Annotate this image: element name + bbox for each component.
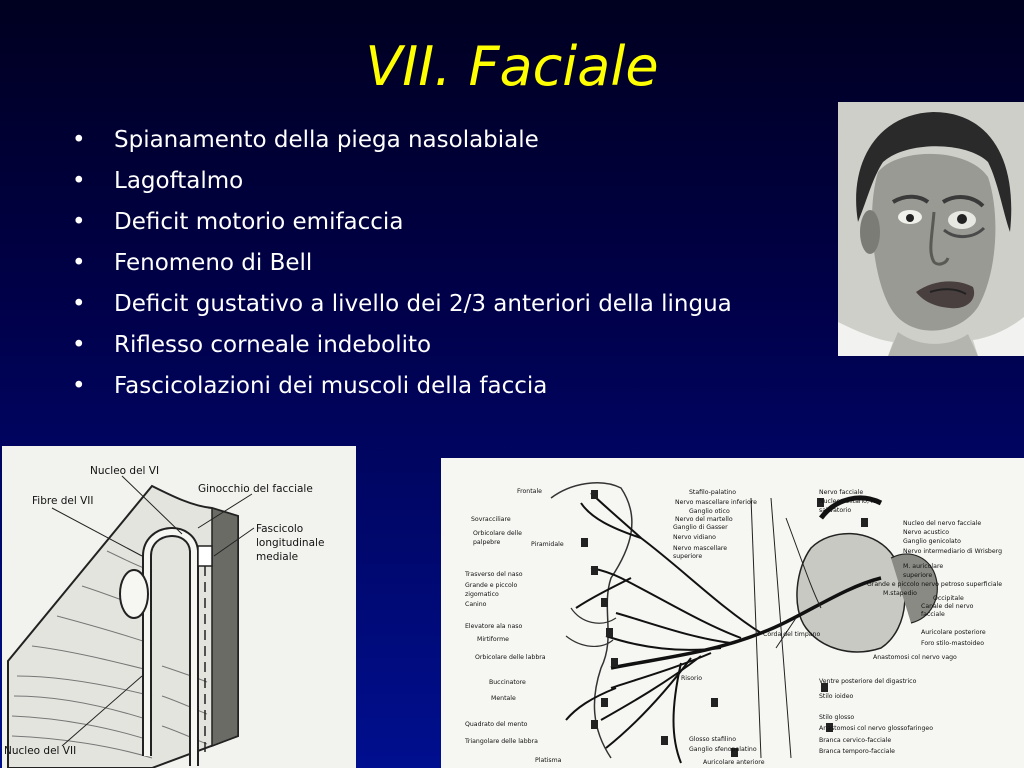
diagram-label: Ventre posteriore del digastrico <box>819 678 917 685</box>
diagram-label: Foro stilo-mastoideo <box>921 640 984 647</box>
list-item <box>72 202 732 243</box>
diagram-label: Orbicolare delle <box>473 530 522 537</box>
list-item-text: Fenomeno di Bell <box>114 250 313 276</box>
diagram-label: Branca temporo-facciale <box>819 748 895 755</box>
diagram-label: Nervo mascellare <box>673 545 728 552</box>
diagram-label: M. auricolare <box>903 563 944 570</box>
list-item-text: Spianamento della piega nasolabiale <box>114 127 539 153</box>
diagram-label: Anastomosi col nervo glossofaringeo <box>819 725 934 732</box>
diagram-label: Auricolare posteriore <box>921 629 986 636</box>
label-fascicolo: Fascicolo <box>256 523 304 535</box>
diagram-label: Ganglio di Gasser <box>673 524 728 531</box>
bullet-icon: • <box>72 168 86 194</box>
diagram-label: Occipitale <box>933 595 964 602</box>
list-item <box>72 366 732 407</box>
diagram-label: Corda del timpano <box>763 631 821 638</box>
diagram-label: superiore <box>903 572 933 579</box>
diagram-label: superiore <box>673 553 703 560</box>
list-item <box>72 161 732 202</box>
label-longitudinale: longitudinale <box>256 537 325 549</box>
diagram-label: Sovracciliare <box>471 516 511 523</box>
diagram-label: Nervo facciale <box>819 489 864 496</box>
diagram-label: Canale del nervo <box>921 603 974 610</box>
slide-title: VII. Faciale <box>365 35 659 98</box>
diagram-label: Nervo vidiano <box>673 534 716 541</box>
diagram-label: Piramidale <box>531 541 564 548</box>
bullet-icon: • <box>72 127 86 153</box>
list-item-text: Fascicolazioni dei muscoli della faccia <box>114 373 548 399</box>
label-mediale: mediale <box>256 551 299 563</box>
list-item-text: Deficit gustativo a livello dei 2/3 anteriori della lingua <box>114 291 732 317</box>
label-fibre-vii: Fibre del VII <box>32 495 94 507</box>
diagram-label: Nervo mascellare inferiore <box>675 499 757 506</box>
list-item <box>72 325 732 366</box>
bullet-icon: • <box>72 332 86 358</box>
bullet-icon: • <box>72 373 86 399</box>
list-item <box>72 284 732 325</box>
brainstem-diagram <box>2 446 356 768</box>
diagram-label: Buccinatore <box>489 679 526 686</box>
diagram-label: Anastomosi col nervo vago <box>873 654 957 661</box>
diagram-label: Platisma <box>535 757 562 764</box>
bullet-icon: • <box>72 291 86 317</box>
list-item <box>72 120 732 161</box>
diagram-label: Nervo del martello <box>675 516 733 523</box>
list-item-text: Lagoftalmo <box>114 168 244 194</box>
diagram-label: Nervo acustico <box>903 529 950 536</box>
diagram-label: Orbicolare delle labbra <box>475 654 546 661</box>
diagram-label: Ganglio sfenopalatino <box>689 746 757 753</box>
diagram-label: zigomatico <box>465 591 499 598</box>
diagram-label: Glosso stafilino <box>689 736 736 743</box>
diagram-label: M.stapedio <box>883 590 917 597</box>
diagram-label: Ganglio otico <box>689 508 730 515</box>
diagram-label: Stafilo-palatino <box>689 489 736 496</box>
diagram-label: Elevatore ala naso <box>465 623 523 630</box>
diagram-label: facciale <box>921 611 945 618</box>
list-item-text: Deficit motorio emifaccia <box>114 209 404 235</box>
label-nucleo-vii: Nucleo del VII <box>4 745 77 757</box>
label-nucleo-vi: Nucleo del VI <box>90 465 160 477</box>
diagram-label: Grande e piccolo nervo petroso superficiale <box>867 581 1003 588</box>
diagram-label: Stilo ioideo <box>819 693 854 700</box>
diagram-label: Branca cervico-facciale <box>819 737 892 744</box>
label-ginocchio: Ginocchio del facciale <box>198 483 313 495</box>
diagram-label: Risorio <box>681 675 703 682</box>
list-item-text: Riflesso corneale indebolito <box>114 332 432 358</box>
diagram-label: Quadrato del mento <box>465 721 528 728</box>
list-item <box>72 243 732 284</box>
diagram-label: Nervo intermediario di Wrisberg <box>903 548 1003 555</box>
bullet-icon: • <box>72 250 86 276</box>
diagram-label: Frontale <box>517 488 542 495</box>
diagram-label: Nucleo solitario, N. <box>819 498 878 505</box>
diagram-label: Auricolare anteriore <box>703 759 765 766</box>
diagram-label: Grande e piccolo <box>465 582 518 589</box>
diagram-label: Canino <box>465 601 487 608</box>
diagram-label: salivatorio <box>819 507 852 514</box>
diagram-label: Trasverso del naso <box>465 571 523 578</box>
diagram-label: palpebre <box>473 539 501 546</box>
diagram-label: Mentale <box>491 695 516 702</box>
diagram-label: Triangolare delle labbra <box>465 738 538 745</box>
symptom-list <box>72 120 732 407</box>
diagram-label: Ganglio genicolato <box>903 538 961 545</box>
diagram-label: Mirtiforme <box>477 636 509 643</box>
facial-nerve-diagram <box>441 458 1024 768</box>
diagram-label: Stilo glosso <box>819 714 855 721</box>
patient-face-photo <box>838 102 1024 356</box>
diagram-label: Nucleo del nervo facciale <box>903 520 982 527</box>
bullet-icon: • <box>72 209 86 235</box>
